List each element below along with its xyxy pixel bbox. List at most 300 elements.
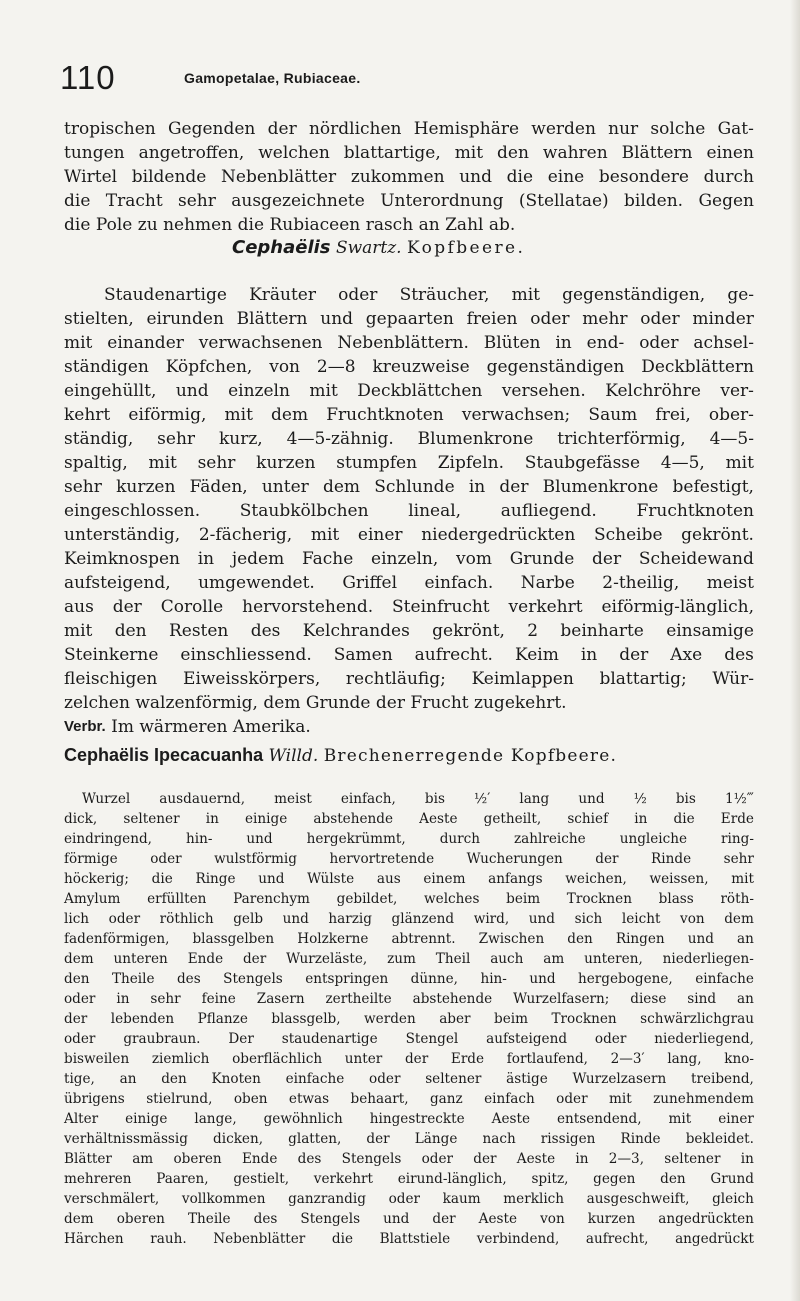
word: dem [64,951,94,967]
word: und [383,1211,410,1227]
word: einem [423,871,466,887]
running-title: Gamopetalae, Rubiaceae. [184,70,361,86]
word: unteren [113,951,168,967]
word: trichterförmig, [557,429,686,449]
word: rasch [365,215,414,235]
word: kno- [724,1051,754,1067]
word: ständigen [64,357,149,377]
word: gegenständigen [486,357,625,377]
word: Fruchtknoten [326,405,444,425]
word: den [660,1171,686,1187]
text-line [64,403,754,427]
word: oder [556,1091,588,1107]
word: ausdauernd, [159,791,246,807]
word: kurzen [587,1211,636,1227]
word: schwärzlichgrau [640,1011,754,1027]
word: spaltig, [64,453,128,473]
word: Grunde [305,693,371,713]
word: sehr [64,477,102,497]
word: Keimknospen [64,549,180,569]
word: gebildet, [336,891,398,907]
word: Staudenartige [104,285,227,305]
word: mehr [582,309,628,329]
word: Holzkerne [297,931,369,947]
word: wulstförmig [214,851,297,867]
word: der [64,1011,88,1027]
word: 4—5- [709,429,754,449]
text-line [64,1109,754,1129]
text-line [64,451,754,475]
word: ½ [633,791,647,807]
word: tige, [64,1071,95,1087]
text-line [64,189,754,213]
word: blass [658,891,694,907]
word: der [592,549,622,569]
word: an [119,1071,137,1087]
word: Blätter [64,1151,112,1167]
word: Wurzelzasern [572,1071,667,1087]
word: Frucht [410,693,469,713]
word: einfach. [424,573,494,593]
word: Nebenblättern. [337,333,469,353]
word: fortlaufend, [506,1051,588,1067]
word: (Stellatae) [518,191,609,211]
word: den [64,971,90,987]
text-line [64,1189,754,1209]
word: verhältnissmässig [64,1131,188,1147]
word: mit [731,871,754,887]
word: behaart, [350,1091,409,1107]
word: Blättern [236,309,308,329]
distribution-line [64,715,754,739]
word: Wurzeläste, [286,951,368,967]
word: am [132,1151,154,1167]
word: 4—5-zähnig. [286,429,394,449]
word: Gat- [717,119,754,139]
word: eingeschlossen. [64,501,201,521]
word: kehrt [64,405,111,425]
word: Parenchym [233,891,310,907]
word: sind [687,991,717,1007]
word: entsendend, [556,1111,642,1127]
word: oder [639,333,679,353]
word: nur [608,119,639,139]
word: spitz, [531,1171,569,1187]
word: Pole [95,215,133,235]
word: oberen [173,1151,222,1167]
text-line [64,667,754,691]
word: Scheibe [593,525,663,545]
word: niedergedrückten [421,525,576,545]
word: mit [310,525,340,545]
word: lang, [667,1051,702,1067]
word: dicken, [213,1131,264,1147]
text-line [64,1069,754,1089]
text-line [64,909,754,929]
word: Ende [241,1151,278,1167]
word: Rinde [620,1131,661,1147]
word: in [468,477,486,497]
word: dem [271,405,309,425]
word: Wurzelfasern; [513,991,610,1007]
word: bekleidet. [685,1131,754,1147]
word: Zwischen [478,931,545,947]
word: Griffel [342,573,398,593]
word: zunehmendem [653,1091,754,1107]
word: fadenförmigen, [64,931,170,947]
word: eindringend, [64,831,152,847]
word: Erde [720,811,754,827]
word: achsel- [693,333,754,353]
word: und [246,831,273,847]
word: nördlichen [308,119,402,139]
word: Resten [168,621,229,641]
word: stumpfen [336,453,418,473]
word: sehr [723,851,754,867]
word: Theile [187,1211,231,1227]
word: einfache [285,1071,345,1087]
word: einfache [695,971,754,987]
word: zukommen [350,167,445,187]
word: bildende [131,167,207,187]
word: 2—3′ [610,1051,645,1067]
word: am [543,951,565,967]
text-line [64,331,754,355]
text-line [64,1129,754,1149]
word: ring- [721,831,754,847]
word: Paaren, [156,1171,209,1187]
word: Deckblättchen [357,381,483,401]
word: ungleiche [619,831,688,847]
word: Aeste [516,1151,556,1167]
word: einige [245,811,288,827]
word: aufrecht, [585,1231,649,1247]
word: dem [724,911,754,927]
word: Wirtel [64,167,118,187]
word: Theile [111,971,155,987]
word: oder [388,1191,421,1207]
word: nach [482,1131,516,1147]
word: der [473,1151,497,1167]
word: Stengel [405,1031,459,1047]
word: der [242,951,267,967]
word: dick, [64,811,98,827]
word: oder [64,1031,96,1047]
word: oberen [116,1211,165,1227]
word: oder [369,1071,401,1087]
word: ab. [488,215,516,235]
word: treibend, [691,1071,754,1087]
word: angedrückten [658,1211,754,1227]
word: und [578,791,605,807]
word: ständig, [64,429,134,449]
genus-name: Cephaëlis [232,237,331,258]
text-line [64,1169,754,1189]
word: übrigens [64,1091,125,1107]
word: blattartige, [343,143,441,163]
word: bisweilen [64,1051,130,1067]
word: oder [640,309,680,329]
word: die [331,1231,353,1247]
species-author: Willd. [268,746,319,766]
word: eiförmig-länglich, [601,597,754,617]
word: und [320,309,354,329]
word: zu [137,215,158,235]
word: oder [421,1151,454,1167]
word: weissen, [649,871,709,887]
word: mit [454,143,484,163]
word: der [499,477,529,497]
word: Köpfchen, [165,357,253,377]
word: und [459,167,492,187]
word: die [64,191,91,211]
word: Sträucher, [399,285,490,305]
word: einzeln, [371,549,439,569]
word: eirund-länglich, [397,1171,507,1187]
word: Ringe [195,871,236,887]
word: Ringen [615,931,665,947]
word: röth- [720,891,754,907]
genus-common-name: Kopfbeere. [407,238,526,258]
word: Härchen [64,1231,124,1247]
text-line [64,547,754,571]
verbr-label: Verbr. [64,718,106,735]
word: gekrönt, [432,621,505,641]
word: mit [511,285,540,305]
word: anfangs [488,871,543,887]
text-line [64,427,754,451]
word: merklich [503,1191,565,1207]
word: werden [364,1011,416,1027]
word: Grunde [509,549,575,569]
word: lang [519,791,550,807]
text-line [64,1229,754,1249]
text-line [82,789,754,809]
text-line [64,969,754,989]
word: welches [424,891,480,907]
word: des [297,1151,322,1167]
word: Samen [333,645,393,665]
word: gestielt, [233,1171,290,1187]
word: hin- [480,971,507,987]
text-line [64,643,754,667]
text-line [64,809,754,829]
word: nehmen [163,215,233,235]
word: lineal, [408,501,462,521]
text-line [64,475,754,499]
word: der [366,1131,390,1147]
text-line [64,869,754,889]
word: der [375,693,405,713]
word: angedrückt [675,1231,754,1247]
word: eiförmig, [128,405,207,425]
word: mit [309,381,338,401]
word: Blüten [483,333,541,353]
word: sehr [197,453,236,473]
word: oberflächlich [232,1051,323,1067]
word: fleischigen [64,669,158,689]
word: end- [586,333,625,353]
word: kreuzweise [372,357,470,377]
word: niederliegend, [654,1031,754,1047]
word: oder [594,1031,627,1047]
word: minder [692,309,754,329]
genus-author: Swartz. [335,238,402,258]
word: ausgezeichnete [231,191,365,211]
word: glänzend [391,911,455,927]
text-line [64,141,754,165]
word: an [737,991,754,1007]
word: 2-fächerig, [198,525,293,545]
word: in [555,333,572,353]
text-line [64,989,754,1009]
word: Unterordnung [380,191,504,211]
word: ästige [506,1071,548,1087]
word: meist [706,573,754,593]
word: Keim [514,645,559,665]
word: Rinde [651,851,692,867]
word: Nebenblätter [213,1231,306,1247]
word: röthlich [159,911,214,927]
word: Gegenden [167,119,256,139]
word: und [258,871,285,887]
word: den [161,1071,187,1087]
word: tungen [64,143,125,163]
word: dem [64,1211,94,1227]
word: gekrönt. [681,525,754,545]
word: etwas [288,1091,330,1107]
word: besondere [598,167,689,187]
word: auch [490,951,524,967]
word: die [151,871,173,887]
word: 2—8 [316,357,356,377]
word: Fache [301,549,354,569]
word: unteren, [584,951,643,967]
word: versehen. [501,381,586,401]
word: aufsteigend [486,1031,568,1047]
species-name: Cephaëlis Ipecacuanha [64,745,264,765]
word: Scheidewand [638,549,754,569]
word: solche [650,119,706,139]
word: Blattstiele [379,1231,451,1247]
word: des [724,645,754,665]
word: graubraun. [123,1031,201,1047]
word: Aeste [478,1211,518,1227]
text-line [64,571,754,595]
text-line [64,849,754,869]
word: des [176,971,201,987]
word: rechtläufig; [345,669,446,689]
word: mit [668,1111,692,1127]
word: mit [64,621,93,641]
word: mit [64,333,93,353]
word: leicht [621,911,661,927]
word: blassgelben [192,931,275,947]
word: durch [703,167,754,187]
word: eirunden [146,309,224,329]
text-line [64,523,754,547]
text-line [64,691,754,715]
word: und [529,971,556,987]
word: Blumenkrone [417,429,534,449]
word: gepaarten [365,309,454,329]
word: an [418,215,440,235]
word: wird, [473,911,510,927]
word: meist [274,791,312,807]
word: Ende [187,951,224,967]
word: oder [338,285,378,305]
word: oder [150,851,182,867]
word: der [432,1211,456,1227]
word: in [740,1151,754,1167]
word: und [175,381,209,401]
text-line [64,889,754,909]
word: sehr [150,991,181,1007]
word: stielrund, [146,1091,213,1107]
word: mehreren [64,1171,132,1187]
word: die [237,215,265,235]
word: Schlunde [374,477,455,497]
word: oder [530,309,570,329]
word: bis [424,791,445,807]
word: gewöhnlich [263,1111,343,1127]
word: Wür- [712,669,754,689]
word: Zasern [256,991,305,1007]
word: zugekehrt. [474,693,567,713]
word: abstehende [313,811,393,827]
text-line [104,283,754,307]
page-edge [790,0,800,1301]
word: einen [706,143,754,163]
word: verkehrt [508,597,583,617]
word: Stengels [300,1211,361,1227]
verbr-text: Im wärmeren Amerika. [111,717,311,737]
word: den [497,143,529,163]
word: einzeln [228,381,290,401]
text-line [64,213,754,237]
word: Stengels [223,971,283,987]
word: umgewendet. [198,573,315,593]
text-line [64,355,754,379]
word: kurz, [218,429,263,449]
word: hergekrümmt, [306,831,406,847]
word: Axe [670,645,703,665]
word: einfach [484,1091,535,1107]
word: Steinkerne [64,645,159,665]
word: Kräuter [249,285,316,305]
word: Gegen [698,191,754,211]
word: Tracht [105,191,163,211]
word: einige [125,1111,168,1127]
word: und [528,911,556,927]
word: von [680,911,705,927]
word: verbindend, [476,1231,560,1247]
word: glatten, [288,1131,342,1147]
word: blattartig; [599,669,687,689]
word: ver- [720,381,754,401]
word: und [282,911,309,927]
word: 2 [527,621,539,641]
word: lich [64,911,90,927]
word: werden [531,119,596,139]
word: walzenförmig, [135,693,258,713]
word: oder [64,991,96,1007]
word: ganz [429,1091,463,1107]
word: sehr [157,429,196,449]
word: angetroffen, [138,143,245,163]
word: seltener [425,1071,482,1087]
word: Theil [435,951,471,967]
